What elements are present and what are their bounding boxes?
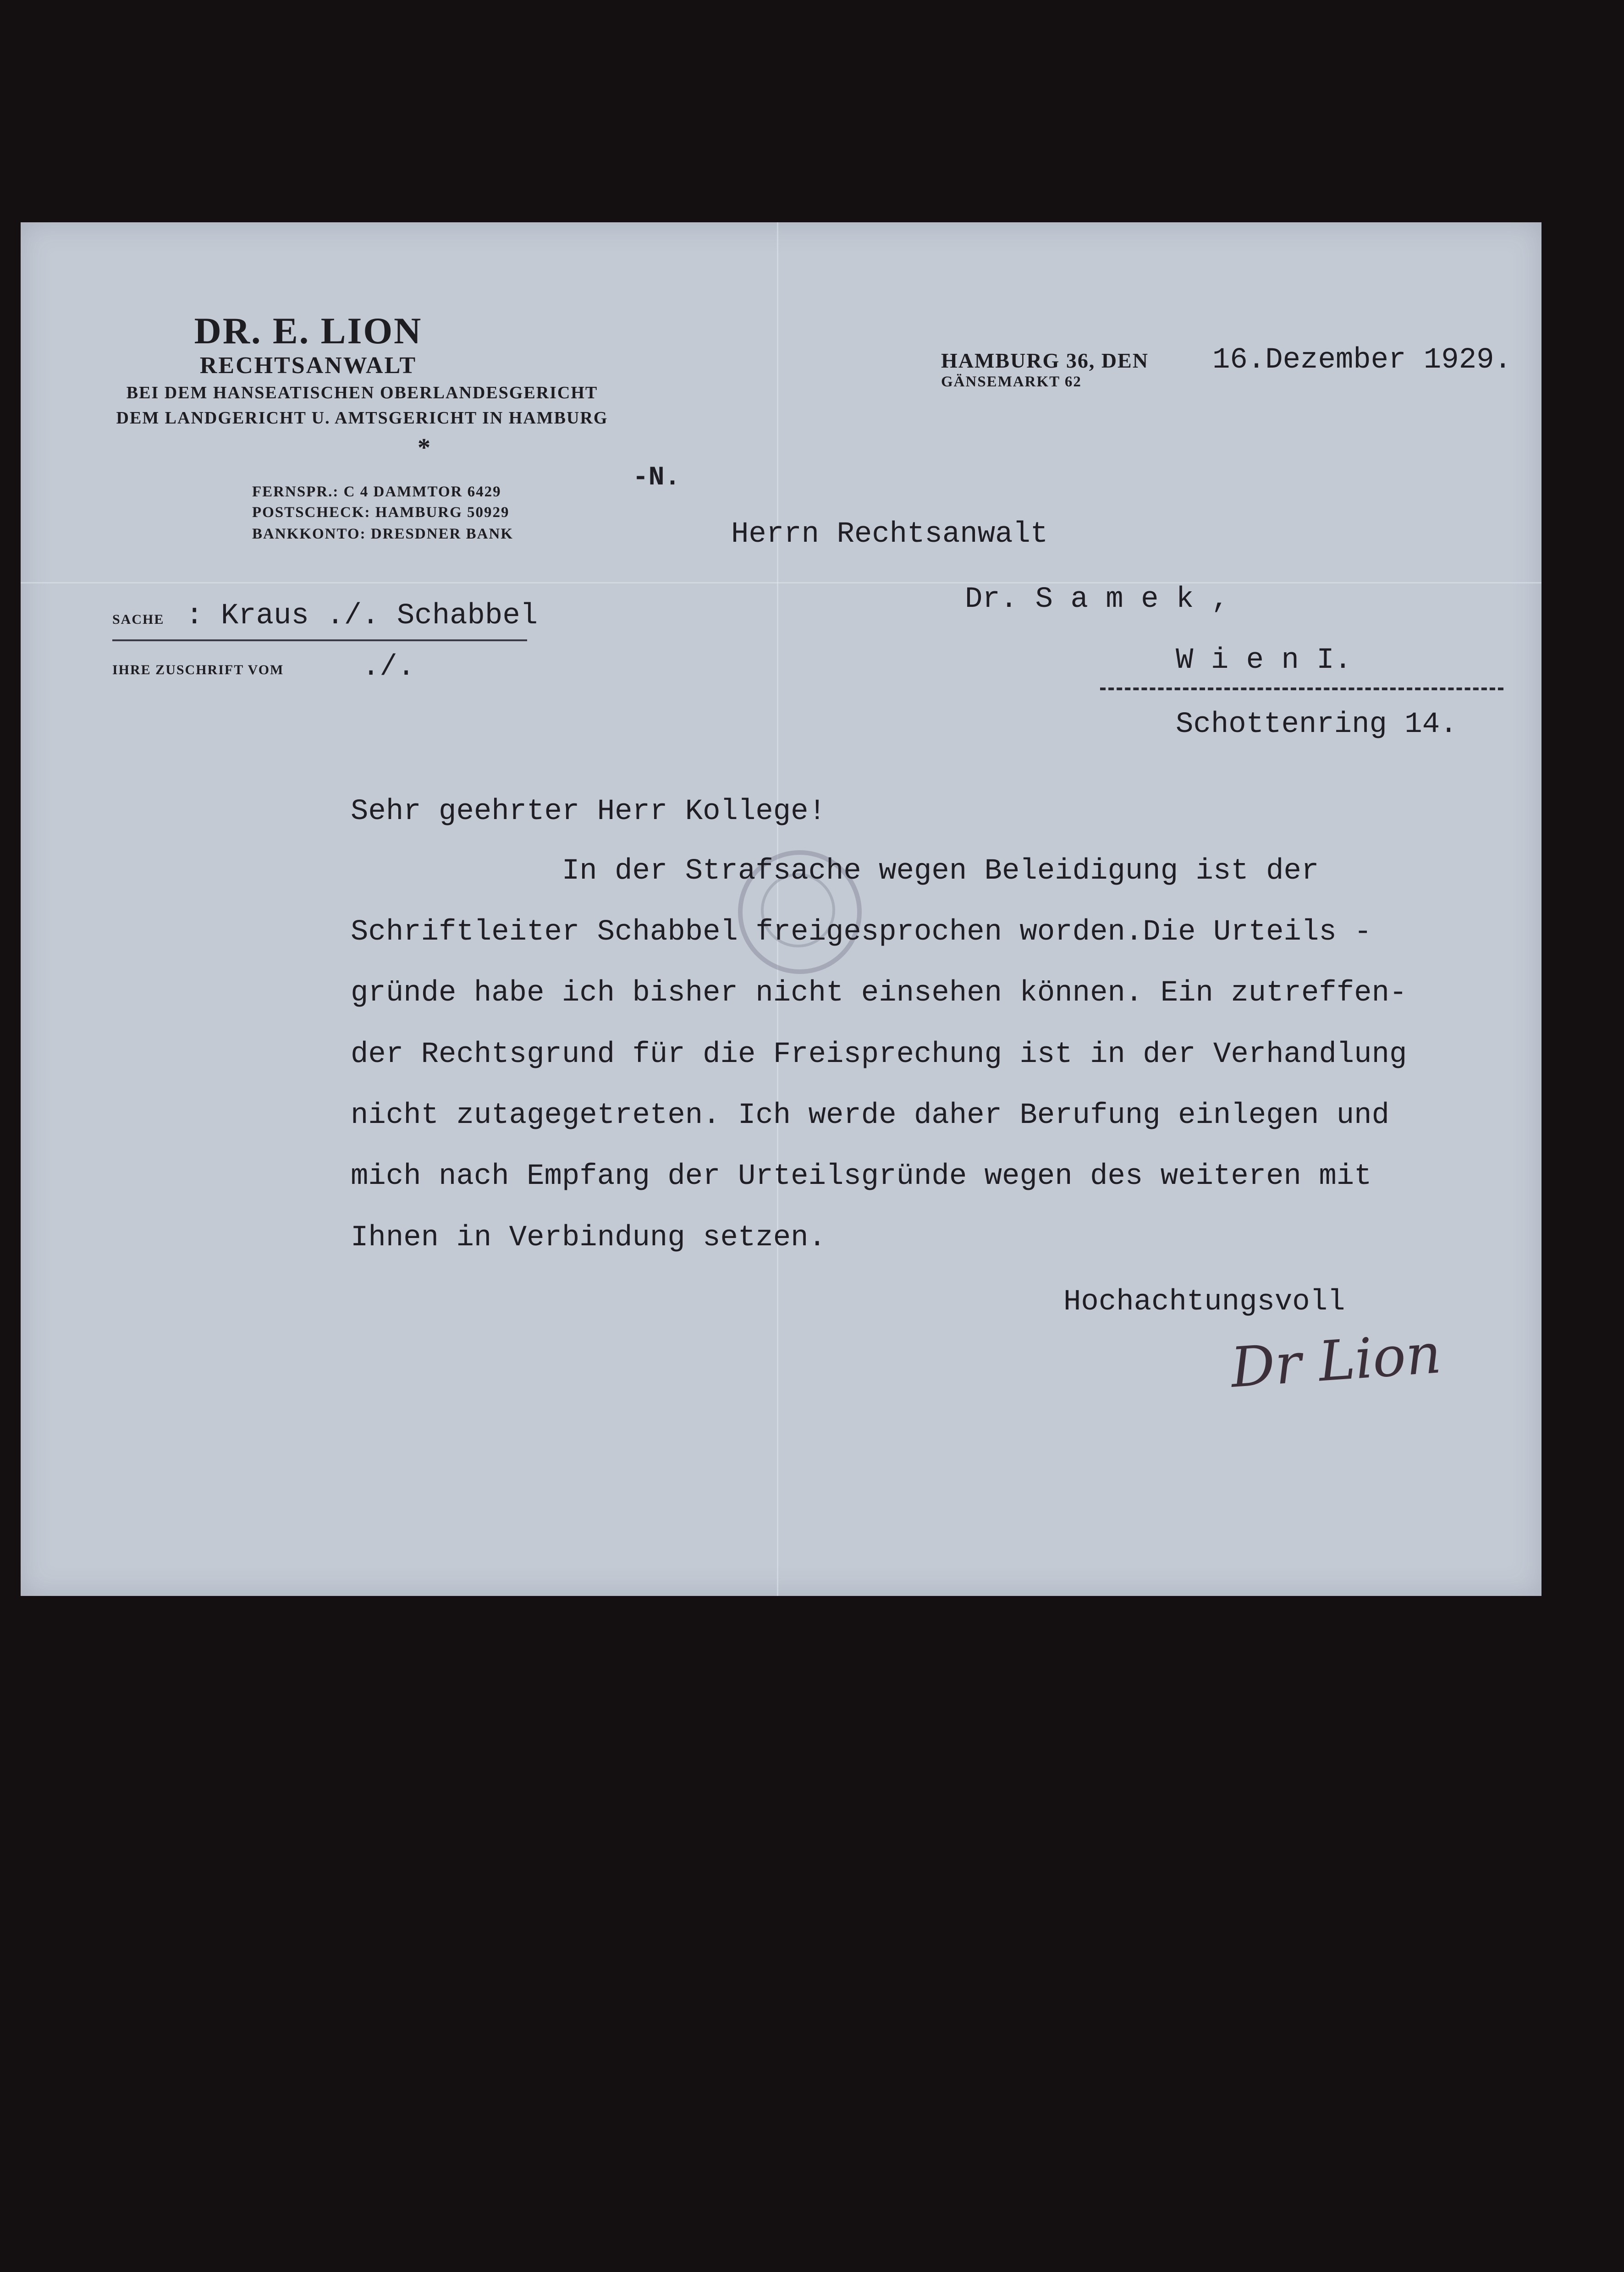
recipient-line-1: Herrn Rechtsanwalt	[731, 518, 1048, 551]
letterhead-bank: BANKKONTO: DRESDNER BANK	[252, 526, 513, 542]
body-line: Schriftleiter Schabbel freigesprochen worden.Die Urteils -	[351, 916, 1372, 949]
reference-mark: -N.	[633, 463, 681, 493]
letter-date: 16.Dezember 1929.	[1212, 344, 1512, 377]
matter-underline	[112, 639, 527, 641]
recipient-line-4: Schottenring 14.	[1176, 708, 1458, 741]
body-line: mich nach Empfang der Urteilsgründe wegen des weiteren mit	[351, 1160, 1372, 1193]
your-letter-label: IHRE ZUSCHRIFT VOM	[112, 662, 284, 677]
body-line: In der Strafsache wegen Beleidigung ist der	[351, 855, 1319, 888]
matter-value: : Kraus ./. Schabbel	[186, 600, 538, 633]
letterhead-phone: FERNSPR.: C 4 DAMMTOR 6429	[252, 484, 501, 500]
letterhead-court-line-1: BEI DEM HANSEATISCHEN OBERLANDESGERICHT	[126, 383, 598, 402]
signature: Dr Lion	[1228, 1322, 1443, 1400]
salutation: Sehr geehrter Herr Kollege!	[351, 795, 826, 828]
body-line: der Rechtsgrund für die Freisprechung ist in der Verhandlung	[351, 1038, 1407, 1071]
matter-label: SACHE	[112, 612, 165, 627]
place-street: GÄNSEMARKT 62	[941, 374, 1082, 390]
letterhead-title: RECHTSANWALT	[199, 352, 417, 379]
letterhead-court-line-2: DEM LANDGERICHT U. AMTSGERICHT IN HAMBURG	[116, 408, 608, 428]
horizontal-fold-line	[21, 582, 1541, 583]
body-line: nicht zutagegetreten. Ich werde daher Berufung einlegen und	[351, 1099, 1389, 1132]
recipient-line-2: Dr. S a m e k ,	[965, 583, 1229, 616]
closing: Hochachtungsvoll	[1063, 1286, 1345, 1319]
letter-sheet	[21, 222, 1541, 1596]
letterhead-ornament: *	[418, 434, 430, 462]
recipient-dashed-rule	[1100, 688, 1503, 690]
body-line: gründe habe ich bisher nicht einsehen können. Ein zutreffen-	[351, 977, 1407, 1010]
letterhead-name: DR. E. LION	[194, 310, 423, 352]
body-line: Ihnen in Verbindung setzen.	[351, 1221, 826, 1254]
your-letter-value: ./.	[362, 651, 415, 684]
recipient-line-3: W i e n I.	[1176, 644, 1352, 677]
letterhead-postal-check: POSTSCHECK: HAMBURG 50929	[252, 504, 510, 521]
place-city: HAMBURG 36, DEN	[941, 349, 1149, 372]
